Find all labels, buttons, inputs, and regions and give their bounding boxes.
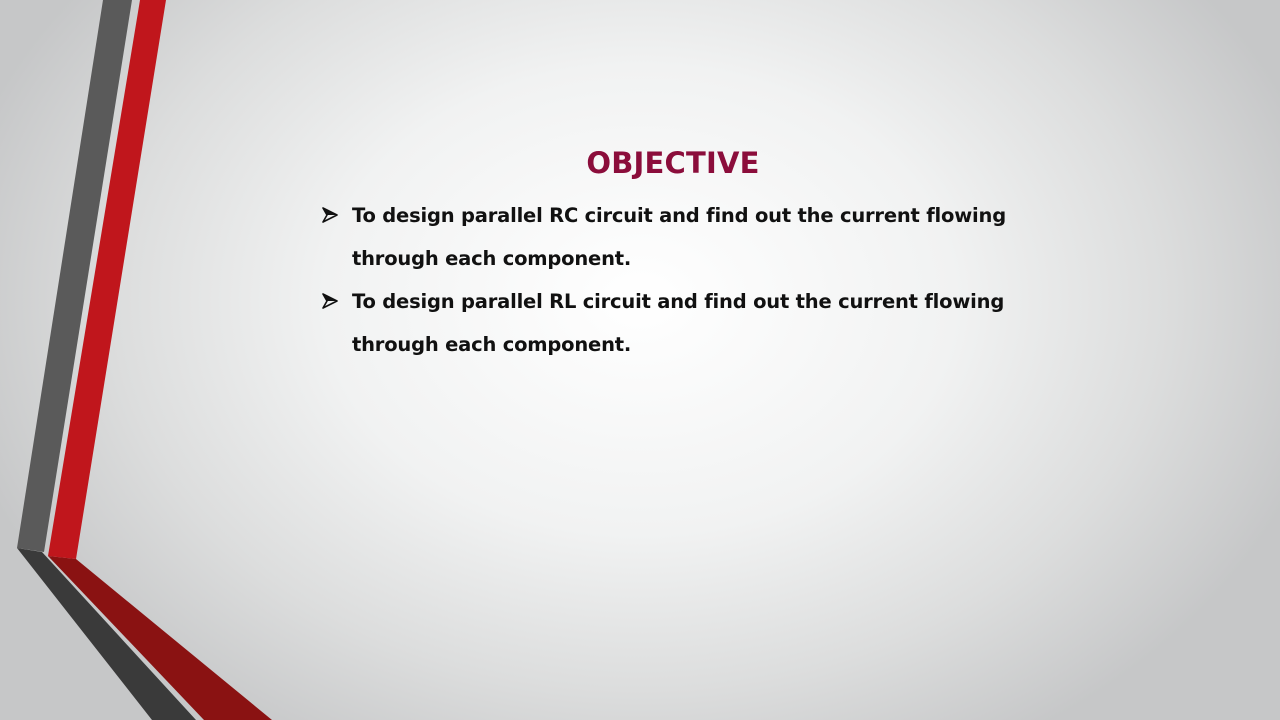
gray-lower-stripe (17, 548, 196, 720)
objective-list (322, 194, 1022, 366)
bullet-text: To design parallel RL circuit and find out the current flowing through each component. (352, 290, 1005, 356)
slide-title: OBJECTIVE (586, 146, 760, 180)
arrowhead-bullet-icon (322, 207, 338, 223)
bullet-text: To design parallel RC circuit and find out the current flowing through each component. (352, 204, 1006, 270)
list-item (322, 280, 1022, 366)
arrowhead-bullet-icon (322, 293, 338, 309)
list-item (322, 194, 1022, 280)
